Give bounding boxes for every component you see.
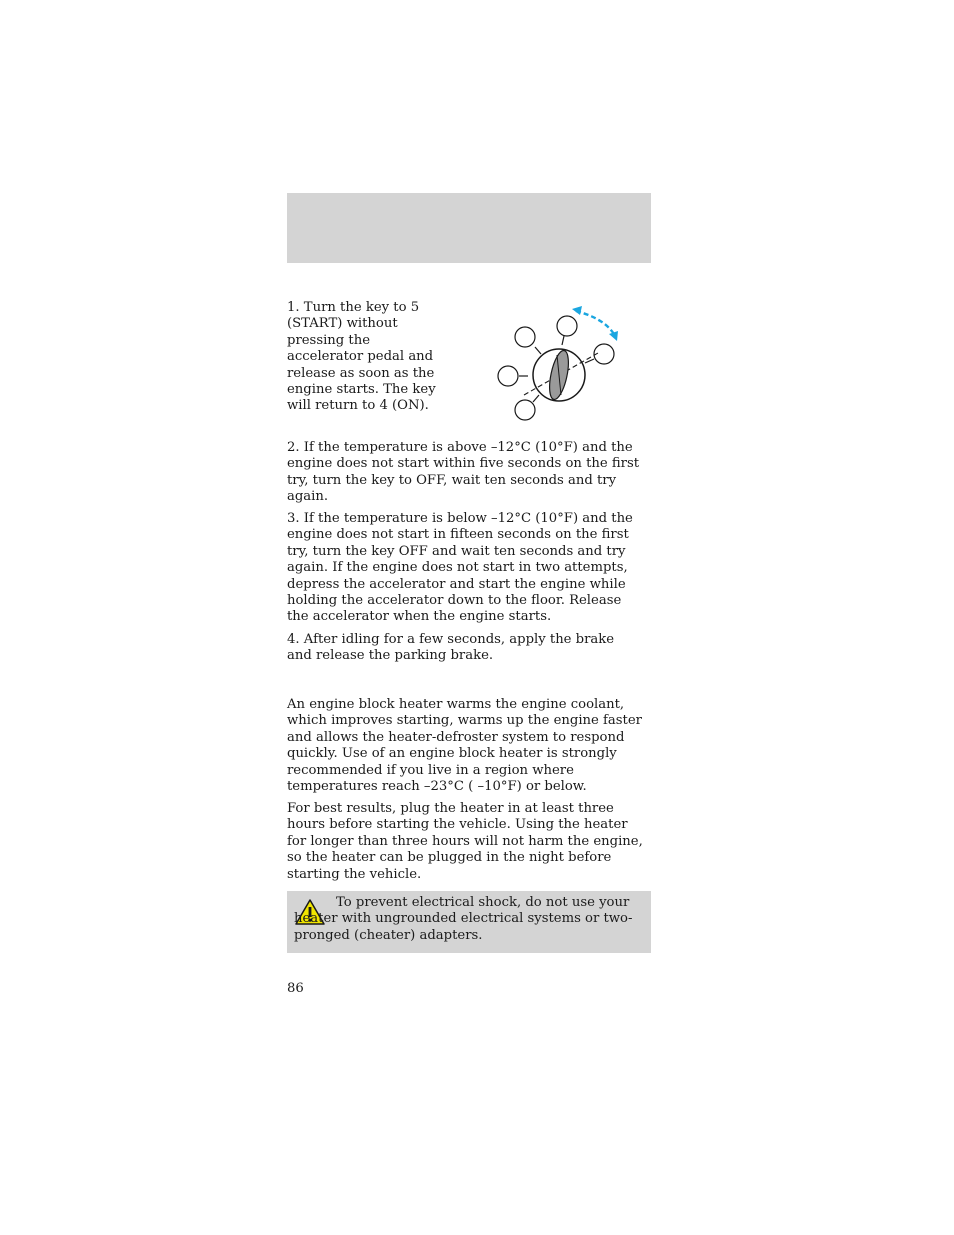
ignition-position-circle-2 — [557, 316, 577, 336]
rotation-arrow-icon — [576, 311, 615, 336]
warning-text: To prevent electrical shock, do not use your heater with ungrounded electrical systems or two-pronged (cheater) adapters. — [294, 895, 633, 943]
ignition-switch-icon — [494, 303, 620, 425]
step-2-text: 2. If the temperature is above –12°C (10°F) and the engine does not start within five seconds on the first try, turn the key to OFF, wait ten seconds and try again. — [287, 440, 640, 505]
warning-box — [287, 891, 651, 953]
ignition-position-circle-4 — [498, 366, 518, 386]
step-1-text: 1. Turn the key to 5 (START) without pressing the accelerator pedal and release as soon as the engine starts. The key will return to 4 (ON). — [287, 300, 436, 414]
section-header-band — [287, 193, 651, 263]
step-4-text: 4. After idling for a few seconds, apply the brake and release the parking brake. — [287, 632, 615, 664]
ignition-position-circle-5 — [515, 400, 535, 420]
block-heater-paragraph-2: For best results, plug the heater in at least three hours before starting the vehicle. Using the heater for longer than three hours will not harm the engine, so the heater can be plugged in the night before starting the vehicle. — [287, 801, 643, 882]
block-heater-paragraph-1: An engine block heater warms the engine coolant, which improves starting, warms up the engine faster and allows the heater-defroster system to respond quickly. Use of an engine block heater is strongly recommended if you live in a region where temperatures reach –23°C ( –10°F) or below. — [287, 697, 642, 795]
ignition-position-circle-1 — [515, 327, 535, 347]
page-number: 86 — [287, 981, 304, 996]
step-3-text: 3. If the temperature is below –12°C (10°F) and the engine does not start in fifteen seconds on the first try, turn the key OFF and wait ten seconds and try again. If the engine does not start in two attempts, depress the accelerator and start the engine while holding the accelerator down to the floor. Release the accelerator when the engine starts. — [287, 511, 633, 625]
